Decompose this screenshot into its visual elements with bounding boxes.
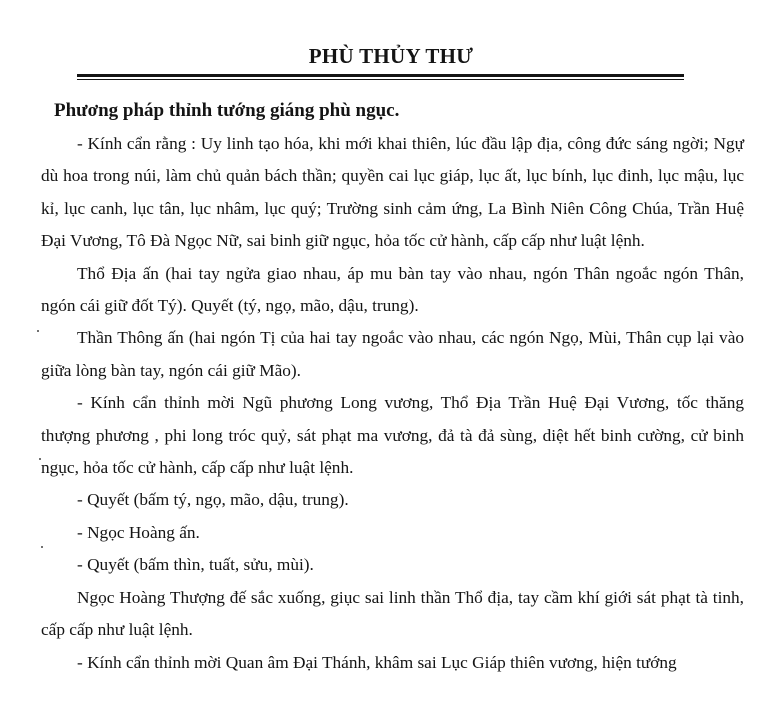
paragraph-tho-dia-an: Thổ Địa ấn (hai tay ngửa giao nhau, áp mu bàn tay vào nhau, ngón Thân ngoắc ngón Thân, ngón cái giữ đốt Tý). Quyết (tý, ngọ, mão, dậu, trung). — [41, 263, 744, 316]
paragraph-invocation-3: - Kính cẩn thỉnh mời Quan âm Đại Thánh, khâm sai Lục Giáp thiên vương, hiện tướng — [77, 652, 677, 672]
paragraph-ngoc-hoang-decree: Ngọc Hoàng Thượng đế sắc xuống, giục sai linh thần Thổ địa, tay cầm khí giới sát phạt tà tinh, cấp cấp như luật lệnh. — [41, 587, 744, 640]
body-text — [41, 128, 744, 679]
paragraph-invocation-2: - Kính cẩn thỉnh mời Ngũ phương Long vương, Thổ Địa Trần Huệ Đại Vương, tốc thăng thượng phương , phi long tróc quỷ, sát phạt ma vương, đả tà đả sùng, diệt hết binh cường, cử binh ngục, hỏa tốc cử hành, cấp cấp như luật lệnh. — [41, 393, 744, 478]
scan-speck — [37, 330, 39, 332]
paragraph-than-thong-an: Thần Thông ấn (hai ngón Tị của hai tay ngoắc vào nhau, các ngón Ngọ, Mùi, Thân cụp lại vào giữa lòng bàn tay, ngón cái giữ Mão). — [41, 328, 744, 380]
list-item-ngoc-hoang-an: - Ngọc Hoàng ấn. — [77, 522, 200, 542]
header-rule-thick — [77, 74, 684, 77]
scan-speck — [41, 546, 43, 548]
header-rule-thin — [77, 79, 684, 80]
page-title: PHÙ THỦY THƯ — [308, 44, 474, 68]
list-item-quyet-2: - Quyết (bấm thìn, tuất, sửu, mùi). — [77, 555, 314, 575]
paragraph-invocation-1: - Kính cẩn rằng : Uy linh tạo hóa, khi mới khai thiên, lúc đầu lập địa, công đức sáng ngời; Ngự dù hoa trong núi, làm chủ quản bách thần; quyền cai lục giáp, lục ất, lục bính, lục đinh, lục mậu, lục kỉ, lục canh, lục tân, lục nhâm, lục quý; Trường sinh cảm ứng, La Bình Niên Công Chúa, Trần Huệ Đại Vương, Tô Đà Ngọc Nữ, sai binh giữ ngục, hỏa tốc cử hành, cấp cấp như luật lệnh. — [41, 134, 744, 251]
section-heading: Phương pháp thỉnh tướng giáng phù ngục. — [54, 100, 400, 121]
list-item-quyet-1: - Quyết (bấm tý, ngọ, mão, dậu, trung). — [77, 490, 349, 510]
scan-speck — [39, 458, 41, 460]
